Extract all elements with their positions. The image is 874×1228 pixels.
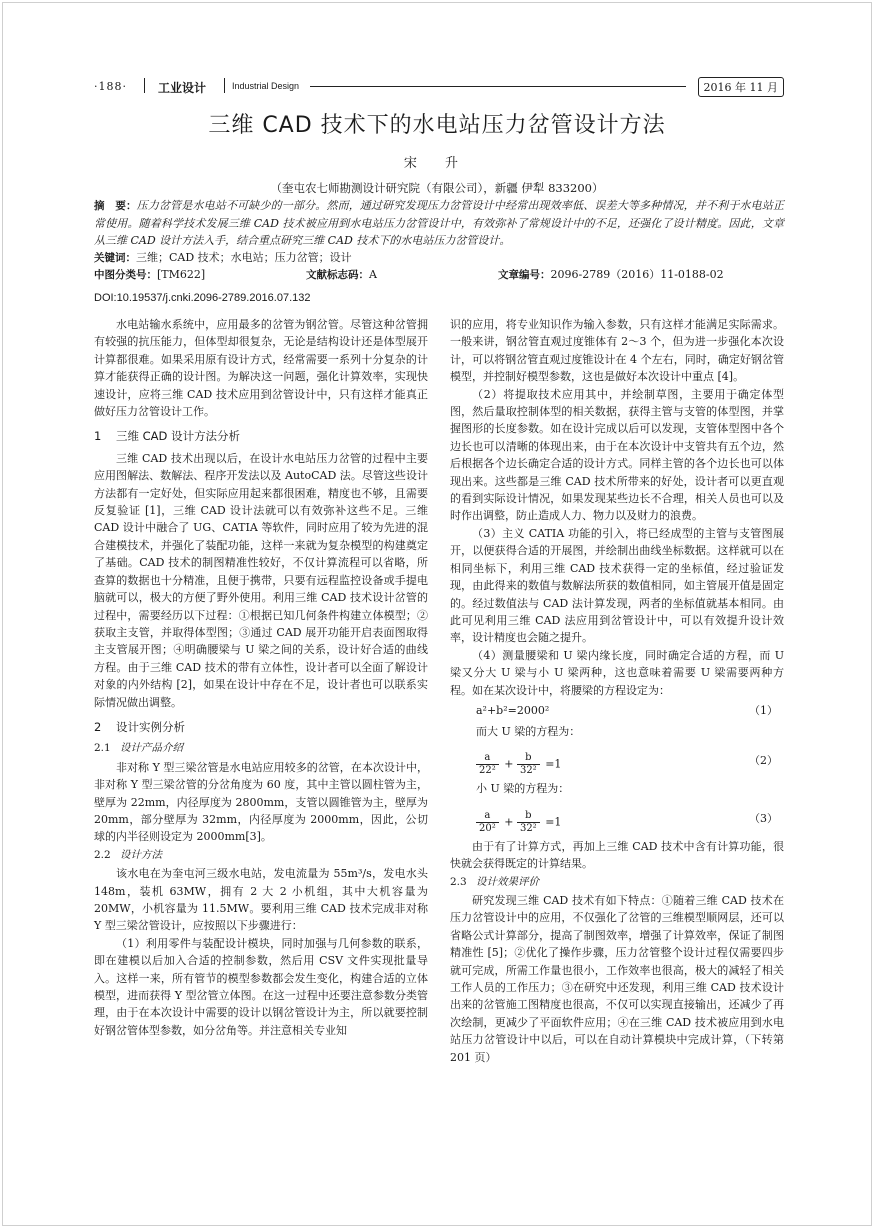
section-number: 1 [94,429,102,444]
body-column-left [94,316,428,1039]
equation-label: 小 U 梁的方程为： [476,782,570,796]
journal-name-cn: 工业设计 [158,81,207,95]
doc-code-label: 文献标志码： [306,269,369,281]
journal-name-en: Industrial Design [232,81,300,91]
subsection-heading [94,847,428,864]
paragraph: 三维 CAD 技术出现以后，在设计水电站压力岔管的过程中主要应用图解法、数解法、程序开发法以及 AutoCAD 法。尽管这些设计方法都有一定好处，但实际应用起来都很困难，精度也不够，且需要反复验证 [1]，三维 CAD 设计法就可以有效弥补这些不足。三维 CAD 设计中融合了 UG、CATIA 等软件，同时应用了较为先进的混合建模技术，并强化了装配功能，这样一来就为复杂模型的构建奠定了基础。CAD 技术的制图精准性较好，不仅计算流程可以省略，所查算的数据也十分精准，且便于携带，只要有远程监控设备或手提电脑就可以，极大的方便了野外使用。利用三维 CAD 技术设计岔管的过程中，需要经历以下过程：①根据已知几何条件构建立体模型；②获取主支管，并取得体型图；③通过 CAD 展开功能开启表面图取得主支管展开图；④明确腰梁与 U 梁之间的关系，设计好合适的曲线方程。由于三维 CAD 技术的带有立体性，设计者可以全面了解设计对象的内外结构 [2]，如果在设计中存在不足，设计者也可以联系实际情况做出调整。 [94,451,428,709]
fraction [517,752,540,777]
keywords [94,249,784,267]
subsection-title: 设计效果评价 [476,875,539,888]
issue-date-badge: 2016 年 11 月 [698,77,784,97]
article-number-label: 文章编号： [498,269,551,281]
subsection-title: 设计产品介绍 [120,742,183,755]
subsection-number: 2.1 [94,742,111,755]
paragraph: 由于有了计算方式，再加上三维 CAD 技术中含有计算功能，很快就会获得既定的计算结果。 [450,839,784,871]
clc-value: [TM622] [157,268,206,281]
equation-3 [450,800,784,836]
abstract [94,197,784,249]
author-name: 宋 升 [403,156,471,171]
paragraph: （4）测量腰梁和 U 梁内缘长度，同时确定合适的方程，而 U 梁又分大 U 梁与小 U 梁两种，这也意味着需要 U 梁需要两种方程。如在某次设计中，将腰梁的方程设定为： [450,648,784,697]
section-heading [94,719,428,736]
equation-label: 而大 U 梁的方程为： [476,724,581,738]
plus-sign: + [504,757,514,771]
fraction [476,752,499,777]
paragraph: （3）主义 CATIA 功能的引入，将已经成型的主管与支管图展开，以便获得合适的开展图，并绘制出曲线坐标数据。这样就可以在相同坐标下，利用三维 CAD 技术获得一定的坐标值，经过验证发现，由此得来的数值与数解法所获的数值相同，如主管展开值是固定的。经过数值法与 CAD 法计算发现，两者的坐标值就基本相同。由此可见利用三维 CAD 法应用到岔管设计中，可以有效提升设计效率，设计精度也会随之提升。 [450,526,784,645]
equation-1 [450,701,784,721]
abstract-text: 压力岔管是水电站不可缺少的一部分。然而，通过研究发现压力岔管设计中经常出现效率低、误差大等多种情况，并不利于水电站正常使用。随着科学技术发展三维 CAD 技术被应用到水电站压力岔管设计中，有效弥补了常规设计中的不足，还强化了设计精度。因此，文章从三维 CAD 设计方法入手，结合重点研究三维 CAD 技术下的水电站压力岔管设计。 [94,199,784,247]
author-affiliation: （奎屯农七师勘测设计研究院（有限公司），新疆 伊犁 833200） [270,181,604,195]
equation-rhs: =1 [545,757,562,771]
paragraph: 该水电在为奎屯河三级水电站，发电流量为 55m³/s，发电水头 148m，装机 63MW，拥有 2 大 2 小机组，其中大机容量为 20MW，小机容量为 11.5MW。要利用三维 CAD 技术完成非对称 Y 型三梁岔管设计，应按照以下步骤进行： [94,867,428,933]
paragraph: 非对称 Y 型三梁岔管是水电站应用较多的岔管，在本次设计中，非对称 Y 型三梁岔管的分岔角度为 60 度，其中主管以圆柱管为主，壁厚为 22mm，内径厚度为 2800mm，支管以圆锥管为主，壁厚为 20mm，部分壁厚为 32mm，内径厚度为 2000mm，因此，公切球的内半径则设定为 2000mm[3]。 [94,760,428,844]
doi: DOI:10.19537/j.cnki.2096-2789.2016.07.132 [94,292,311,304]
page-number: ·188· [94,80,127,93]
subsection-heading [94,740,428,757]
paragraph: 水电站输水系统中，应用最多的岔管为钢岔管。尽管这种岔管拥有较强的抗压能力，但体型却很复杂，无论是结构设计还是体型展开计算都很难。如果采用原有设计方式，经常需要一系列十分复杂的计算才能获得正确的设计图。为解决这一问题，强化计算效率，实现快速设计，应将三维 CAD 技术应用到岔管设计中，只有这样才能真正做好压力岔管设计工作。 [94,318,428,419]
section-title: 设计实例分析 [116,719,185,734]
doc-code-value: A [369,268,377,281]
keywords-text: 三维；CAD 技术；水电站；压力岔管；设计 [136,251,352,264]
fraction-denominator: 22² [479,765,496,777]
equation-number: （3） [749,811,778,825]
article-title: 三维 CAD 技术下的水电站压力岔管设计方法 [208,113,666,138]
equation-number: （2） [749,754,778,768]
article-number-value: 2096-2789（2016）11-0188-02 [550,268,724,281]
section-number: 2 [94,719,102,734]
fraction-denominator: 32² [519,822,537,834]
abstract-label: 摘 要： [94,200,137,212]
header-divider [224,78,225,93]
header-divider [144,78,145,93]
subsection-heading [450,874,784,891]
fraction-numerator: b [517,752,540,765]
fraction-numerator: b [517,810,540,823]
fraction [476,810,499,835]
paragraph: 研究发现三维 CAD 技术有如下特点：①随着三维 CAD 技术在压力岔管设计中的应用，不仅强化了岔管的三维模型顺网层，还可以省略公式计算部分，提高了制图效率，增强了计算效率，保证了制图精准性 [5]；②优化了操作步骤，压力岔管整个设计过程仅需要四步就可完成，所需工作量也很小，工作效率也很高，极大的减轻了相关工作人员的工作压力；③在研究中还发现，利用三维 CAD 技术设计出来的岔管施工图精度也很高，不仅可以实现直接输出，还减少了再次绘制，更减少了平面软件应用；④在三维 CAD 技术被应用到水电站压力岔管设计中以后，可以在自动计算模块中完成计算，（下转第 201 页） [450,893,784,1064]
equation-expression: a²+b²=2000² [476,703,550,717]
subsection-number: 2.3 [450,875,467,888]
equation-number: （1） [749,703,778,717]
section-heading [94,428,428,445]
plus-sign: + [504,815,514,829]
fraction [517,810,540,835]
subsection-title: 设计方法 [120,848,162,861]
header-rule [310,86,686,87]
keywords-label: 关键词： [94,252,136,264]
subsection-number: 2.2 [94,848,111,861]
section-title: 三维 CAD 设计方法分析 [116,429,241,444]
equation-rhs: =1 [545,815,562,829]
paragraph: （1）利用零件与装配设计模块，同时加强与几何参数的联系，即在建模以后加入合适的控制参数，然后用 CSV 文件实现批量导入。这样一来，所有管节的模型参数都会发生变化，构建合适的立体模型，进而获得 Y 型岔管立体图。在这一过程中还要注意参数分类管理，由于在本次设计中需要的设计以钢岔管设计为主，所以就要控制好钢岔管体型参数，如分岔角等。并注意相关专业知 [94,936,428,1037]
paragraph: （2）将提取技术应用其中，并绘制草图，主要用于确定体型图，然后量取控制体型的相关数据，获得主管与支管的体型图，并掌握图形的长度参数。如在设计完成以后可以发现，支管体型图中各个边长也可以清晰的体现出来，由于在本次设计中支管共有五个边，然后根据各个边长确定合适的设计方式。同样主管的各个边长也可以体现出来。这些都是三维 CAD 技术所带来的好处，设计者可以更直观的看到实际设计情况，如果发现某些边长不合理，相关人员也可以及时作出调整，防止造成人力、物力以及财力的浪费。 [450,387,784,523]
clc-label: 中图分类号： [94,269,157,281]
fraction-numerator: a [476,810,499,823]
fraction-denominator: 32² [519,765,537,777]
paragraph: 识的应用，将专业知识作为输入参数，只有这样才能满足实际需求。一般来讲，钢岔管直观过度锥体有 2～3 个，但为进一步强化本次设计，可以将钢岔管直观过度锥设计在 4 个左右，同时，确定好钢岔管模型，并控制好模型参数，这也是做好本次设计中重点 [4]。 [450,318,784,384]
equation-2 [450,742,784,778]
body-column-right [450,316,784,1066]
fraction-denominator: 20² [479,822,496,834]
fraction-numerator: a [476,752,499,765]
running-header [94,78,784,98]
